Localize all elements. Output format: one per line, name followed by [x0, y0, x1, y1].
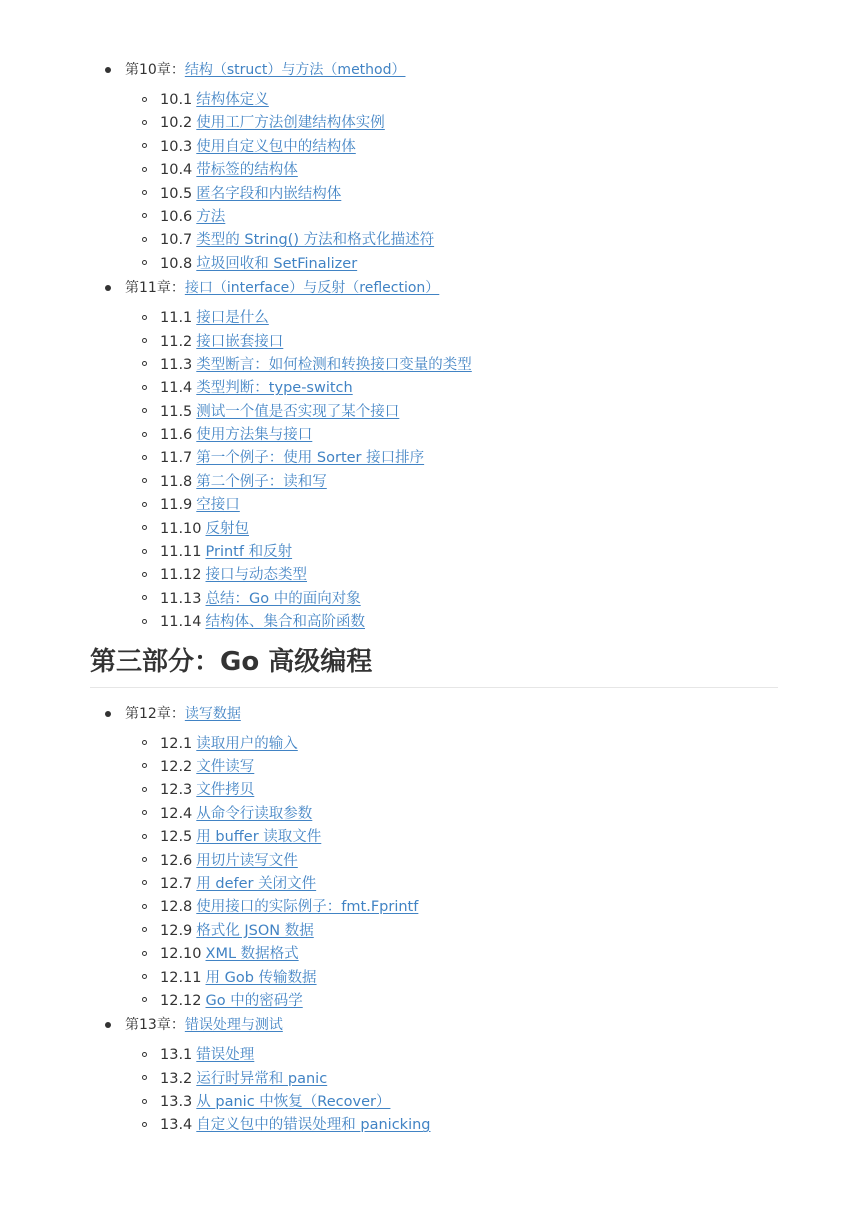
section-link[interactable]: 类型判断：type-switch [196, 380, 353, 397]
section-link[interactable]: 方法 [196, 208, 226, 225]
section-link[interactable]: 用切片读写文件 [196, 852, 298, 869]
section-link[interactable]: 格式化 JSON 数据 [196, 922, 314, 939]
section-item [160, 136, 778, 159]
section-number: 12.3 [160, 782, 193, 799]
section-list [125, 1044, 778, 1138]
section-number: 10.5 [160, 185, 193, 202]
section-item [160, 471, 778, 494]
chapter-link[interactable]: 错误处理与测试 [184, 1017, 283, 1034]
section-link[interactable]: 总结：Go 中的面向对象 [205, 590, 361, 607]
part-heading: 第三部分：Go 高级编程 [90, 643, 778, 688]
section-number: 10.3 [160, 138, 193, 155]
section-link[interactable]: 匿名字段和内嵌结构体 [196, 185, 342, 202]
section-link[interactable]: 使用工厂方法创建结构体实例 [196, 115, 385, 132]
section-number: 11.12 [160, 567, 202, 584]
section-link[interactable]: 类型的 String() 方法和格式化描述符 [196, 232, 435, 249]
section-item [160, 377, 778, 400]
section-number: 12.2 [160, 758, 193, 775]
section-item [160, 588, 778, 611]
section-number: 13.4 [160, 1117, 193, 1134]
section-number: 12.11 [160, 969, 202, 986]
section-item [160, 1114, 778, 1137]
section-link[interactable]: 结构体定义 [196, 92, 269, 108]
section-link[interactable]: 反射包 [205, 520, 250, 537]
chapter-prefix: 第12章： [125, 705, 185, 722]
chapter-link[interactable]: 读写数据 [184, 705, 241, 722]
section-link[interactable]: Printf 和反射 [205, 544, 293, 561]
section-link[interactable]: 用 defer 关闭文件 [196, 875, 317, 892]
section-number: 12.1 [160, 735, 193, 752]
section-link[interactable]: 从 panic 中恢复（Recover） [196, 1094, 391, 1111]
section-link[interactable]: 用 Gob 传输数据 [205, 969, 317, 986]
section-item [160, 89, 778, 112]
section-item [160, 943, 778, 966]
section-item [160, 518, 778, 541]
chapter-line [125, 702, 778, 726]
section-item [160, 803, 778, 826]
section-item [160, 424, 778, 447]
section-link[interactable]: 第一个例子：使用 Sorter 接口排序 [196, 450, 425, 467]
section-item [160, 229, 778, 252]
section-number: 12.4 [160, 805, 193, 822]
section-number: 11.11 [160, 544, 202, 561]
section-item [160, 611, 778, 634]
section-item [160, 779, 778, 802]
section-number: 10.4 [160, 162, 193, 179]
chapter-line [125, 1013, 778, 1037]
section-item [160, 494, 778, 517]
section-link[interactable]: 使用方法集与接口 [196, 427, 313, 444]
section-link[interactable]: 测试一个值是否实现了某个接口 [196, 403, 400, 420]
section-number: 11.13 [160, 590, 202, 607]
section-link[interactable]: 类型断言：如何检测和转换接口变量的类型 [196, 356, 472, 373]
section-number: 11.4 [160, 380, 193, 397]
section-number: 11.14 [160, 614, 202, 631]
section-link[interactable]: 结构体、集合和高阶函数 [205, 614, 366, 631]
part-block [90, 702, 778, 1138]
section-item [160, 826, 778, 849]
chapter-line [125, 58, 778, 82]
section-link[interactable]: 用 buffer 读取文件 [196, 829, 322, 846]
section-item [160, 990, 778, 1013]
section-list [125, 733, 778, 1014]
section-link[interactable]: 垃圾回收和 SetFinalizer [196, 255, 358, 272]
section-item [160, 447, 778, 470]
chapter-list-part-a [90, 58, 778, 635]
section-item [160, 850, 778, 873]
section-list [125, 89, 778, 276]
section-item [160, 159, 778, 182]
section-item [160, 1044, 778, 1067]
section-item [160, 541, 778, 564]
section-number: 11.5 [160, 403, 193, 420]
section-link[interactable]: 运行时异常和 panic [196, 1070, 328, 1087]
section-item [160, 967, 778, 990]
section-number: 10.1 [160, 92, 193, 108]
chapter-line [125, 276, 778, 300]
chapter-link[interactable]: 结构（struct）与方法（method） [184, 62, 406, 78]
section-number: 11.8 [160, 473, 193, 490]
section-number: 12.6 [160, 852, 193, 869]
section-number: 11.7 [160, 450, 193, 467]
section-number: 12.12 [160, 992, 202, 1009]
section-link[interactable]: 使用接口的实际例子：fmt.Fprintf [196, 899, 419, 916]
section-number: 11.9 [160, 497, 193, 514]
section-link[interactable]: 错误处理 [196, 1047, 255, 1064]
section-link[interactable]: 第二个例子：读和写 [196, 473, 327, 490]
section-number: 10.7 [160, 232, 193, 249]
section-number: 11.3 [160, 356, 193, 373]
section-item [160, 896, 778, 919]
section-number: 12.5 [160, 829, 193, 846]
section-number: 10.8 [160, 255, 193, 272]
section-number: 13.3 [160, 1094, 193, 1111]
section-link[interactable]: 接口嵌套接口 [196, 333, 284, 350]
section-item [160, 183, 778, 206]
section-link[interactable]: 读取用户的输入 [196, 735, 298, 752]
chapter-prefix: 第10章： [125, 62, 185, 78]
section-link[interactable]: 接口与动态类型 [205, 567, 308, 584]
section-number: 10.6 [160, 208, 193, 225]
section-list [125, 307, 778, 634]
section-item [160, 564, 778, 587]
section-number: 11.6 [160, 427, 193, 444]
section-number: 11.2 [160, 333, 193, 350]
chapter-item [90, 276, 778, 634]
chapter-prefix: 第11章： [125, 280, 185, 297]
section-number: 13.2 [160, 1070, 193, 1087]
section-item [160, 733, 778, 756]
section-item [160, 1091, 778, 1114]
section-link[interactable]: 使用自定义包中的结构体 [196, 138, 356, 155]
section-item [160, 112, 778, 135]
section-number: 12.10 [160, 946, 202, 963]
section-number: 12.9 [160, 922, 193, 939]
section-link[interactable]: 接口是什么 [196, 310, 269, 327]
section-number: 10.2 [160, 115, 193, 132]
section-link[interactable]: 空接口 [196, 497, 240, 514]
section-link[interactable]: 自定义包中的错误处理和 panicking [196, 1117, 431, 1134]
section-item [160, 354, 778, 377]
chapter-item [90, 1013, 778, 1138]
section-link[interactable]: 文件读写 [196, 758, 255, 775]
section-item [160, 756, 778, 779]
section-item [160, 401, 778, 424]
section-link[interactable]: 从命令行读取参数 [196, 805, 313, 822]
section-link[interactable]: XML 数据格式 [205, 946, 299, 963]
chapter-list-part-b [90, 702, 778, 1138]
section-link[interactable]: 文件拷贝 [196, 782, 255, 799]
section-link[interactable]: 带标签的结构体 [196, 162, 298, 179]
section-item [160, 920, 778, 943]
chapter-prefix: 第13章： [125, 1017, 185, 1034]
section-number: 11.1 [160, 310, 193, 327]
section-number: 11.10 [160, 520, 202, 537]
section-number: 12.8 [160, 899, 193, 916]
section-link[interactable]: Go 中的密码学 [205, 992, 303, 1009]
section-item [160, 1068, 778, 1091]
section-item [160, 206, 778, 229]
section-item [160, 253, 778, 276]
section-number: 13.1 [160, 1047, 193, 1064]
chapter-link[interactable]: 接口（interface）与反射（reflection） [184, 280, 440, 297]
section-item [160, 873, 778, 896]
section-number: 12.7 [160, 875, 193, 892]
section-item [160, 307, 778, 330]
chapter-item [90, 702, 778, 1014]
section-item [160, 331, 778, 354]
chapter-item [90, 58, 778, 276]
document-body [90, 58, 778, 1138]
